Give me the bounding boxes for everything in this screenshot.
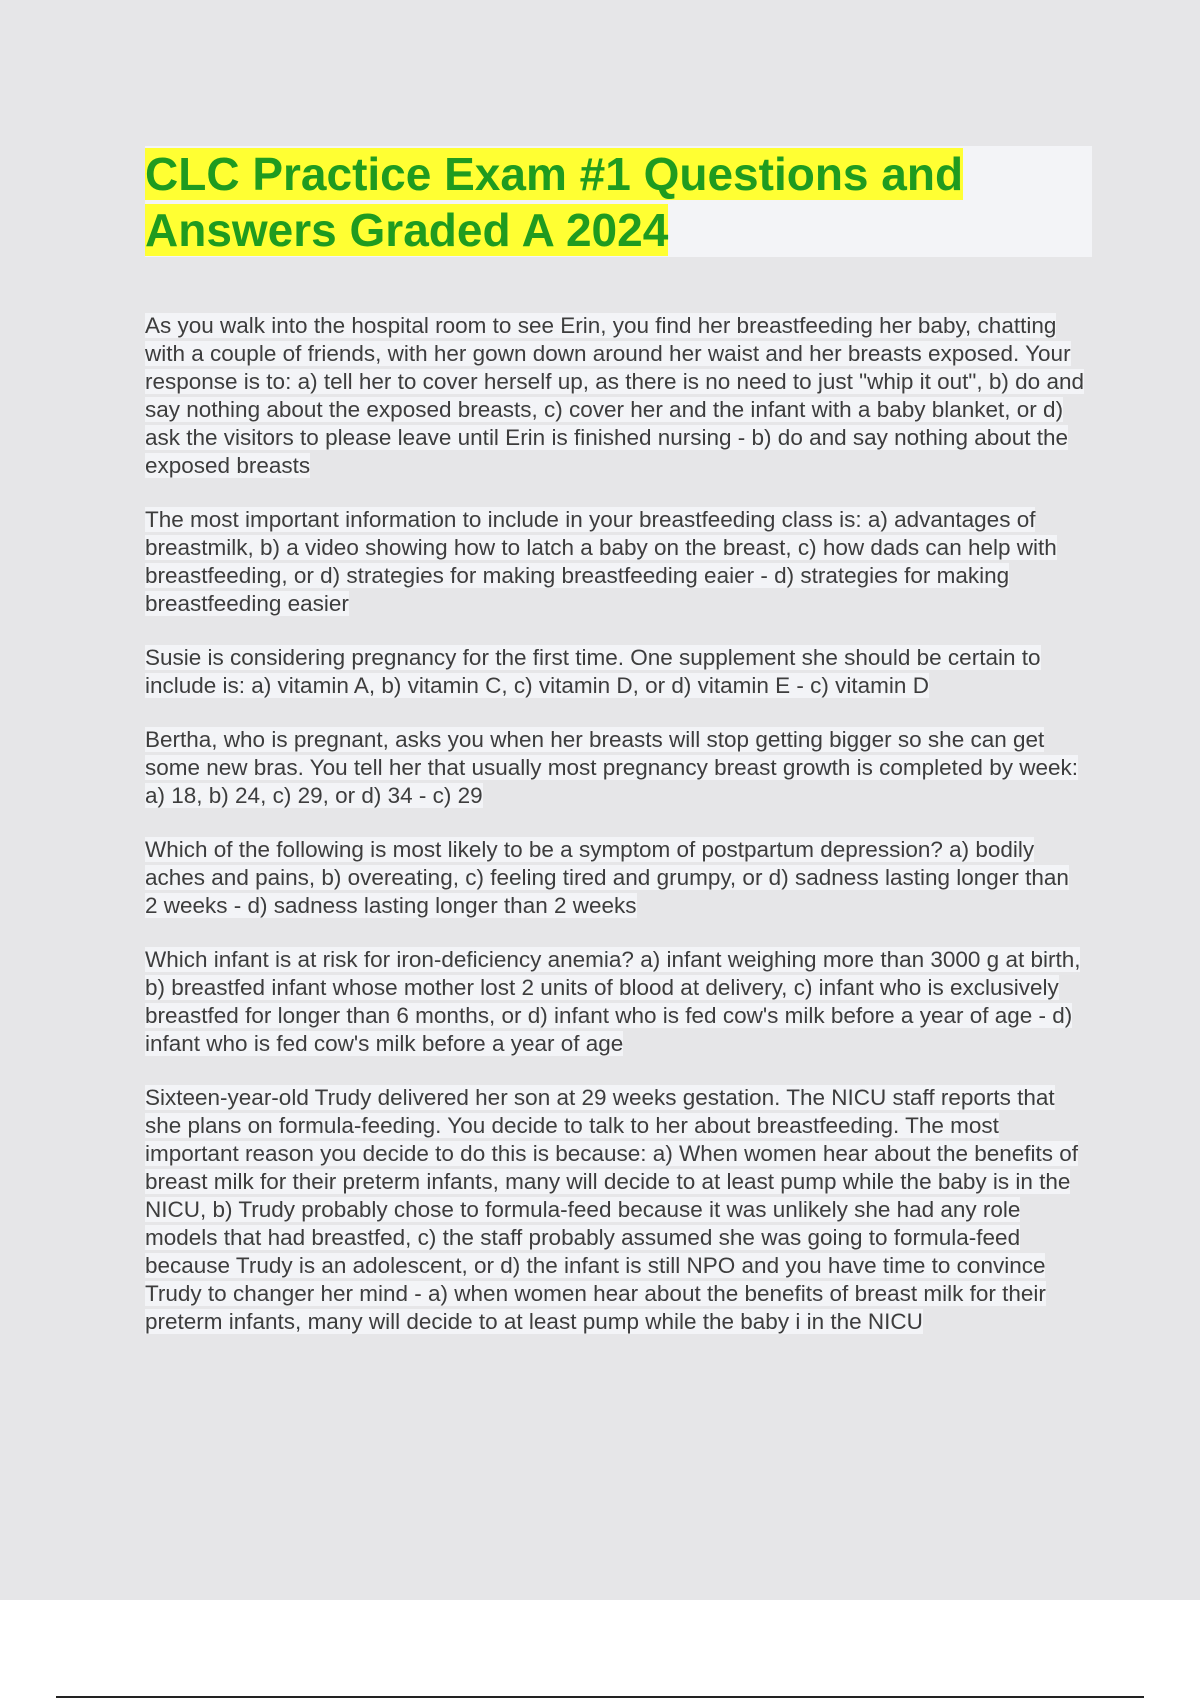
qa-item-7 bbox=[145, 1084, 1085, 1336]
qa-item-1 bbox=[145, 312, 1085, 480]
qa-item-6 bbox=[145, 946, 1085, 1058]
qa-item-4-text: Bertha, who is pregnant, asks you when her breasts will stop getting bigger so she can get some new bras. You tell her that usually most pregnancy breast growth is completed by week: a) 18, b) 24, c) 29, or d) 34 - c) 29 bbox=[145, 727, 1078, 808]
qa-item-5-text: Which of the following is most likely to be a symptom of postpartum depression? a) bodily aches and pains, b) overeating, c) feeling tired and grumpy, or d) sadness lasting longer than 2 weeks - d) sadness lasting longer than 2 weeks bbox=[145, 837, 1069, 918]
document-title-text: CLC Practice Exam #1 Questions and Answers Graded A 2024 bbox=[145, 148, 964, 256]
qa-item-2-text: The most important information to include in your breastfeeding class is: a) advantages of breastmilk, b) a video showing how to latch a baby on the breast, c) how dads can help with breastfeeding, or d) strategies for making breastfeeding eaier - d) strategies for making breastfeeding easier bbox=[145, 507, 1057, 616]
question-answer-list bbox=[145, 312, 1085, 1362]
footer-divider bbox=[56, 1696, 1144, 1698]
qa-item-5 bbox=[145, 836, 1085, 920]
qa-item-3-text: Susie is considering pregnancy for the first time. One supplement she should be certain to include is: a) vitamin A, b) vitamin C, c) vitamin D, or d) vitamin E - c) vitamin D bbox=[145, 645, 1041, 698]
document-title bbox=[145, 146, 1092, 258]
qa-item-1-text: As you walk into the hospital room to see Erin, you find her breastfeeding her baby, chatting with a couple of friends, with her gown down around her waist and her breasts exposed. Your response is to: a) tell her to cover herself up, as there is no need to just "whip it out", b) do and say nothing about the exposed breasts, c) cover her and the infant with a baby blanket, or d) ask the visitors to please leave until Erin is finished nursing - b) do and say nothing about the exposed breasts bbox=[145, 313, 1084, 478]
qa-item-2 bbox=[145, 506, 1085, 618]
title-block bbox=[145, 146, 1092, 257]
qa-item-3 bbox=[145, 644, 1085, 700]
qa-item-4 bbox=[145, 726, 1085, 810]
qa-item-7-text: Sixteen-year-old Trudy delivered her son at 29 weeks gestation. The NICU staff reports that she plans on formula-feeding. You decide to talk to her about breastfeeding. The most important reason you decide to do this is because: a) When women hear about the benefits of breast milk for their preterm infants, many will decide to at least pump while the baby is in the NICU, b) Trudy probably chose to formula-feed because it was unlikely she had any role models that had breastfed, c) the staff probably assumed she was going to formula-feed because Trudy is an adolescent, or d) the infant is still NPO and you have time to convince Trudy to changer her mind - a) when women hear about the benefits of breast milk for their preterm infants, many will decide to at least pump while the baby i in the NICU bbox=[145, 1085, 1079, 1334]
qa-item-6-text: Which infant is at risk for iron-deficiency anemia? a) infant weighing more than 3000 g at birth, b) breastfed infant whose mother lost 2 units of blood at delivery, c) infant who is exclusively breastfed for longer than 6 months, or d) infant who is fed cow's milk before a year of age - d) infant who is fed cow's milk before a year of age bbox=[145, 947, 1081, 1056]
